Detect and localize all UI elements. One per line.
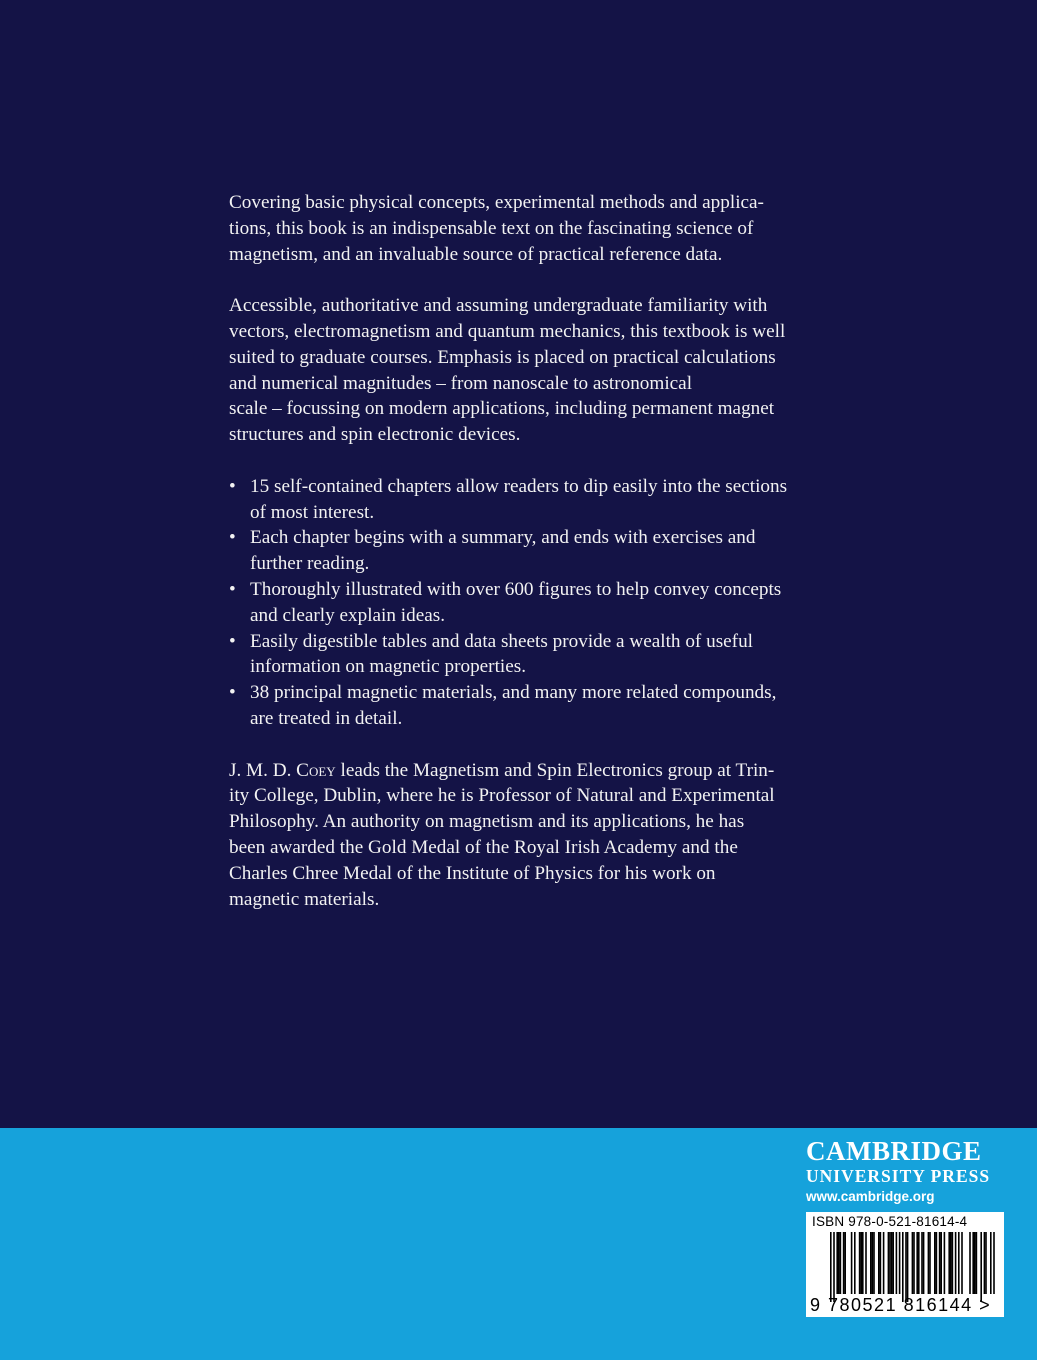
barcode-bar (854, 1232, 856, 1294)
author-name: J. M. D. Coey (229, 759, 336, 781)
barcode-bar (934, 1232, 936, 1294)
barcode-bar (902, 1232, 904, 1302)
barcode-bar (936, 1232, 938, 1294)
barcode-bar (862, 1232, 864, 1294)
barcode-bar (870, 1232, 872, 1294)
barcode-bar (883, 1232, 885, 1294)
feature-item: • Each chapter begins with a summary, and ends with exercises and further reading. (229, 527, 756, 575)
barcode-bar (916, 1232, 918, 1294)
barcode-bar (891, 1232, 893, 1294)
bullet-icon: • (229, 578, 236, 600)
barcode-bar (838, 1232, 840, 1294)
barcode-bar (860, 1232, 862, 1294)
barcode-bar (899, 1232, 901, 1294)
barcode-bar (865, 1232, 867, 1294)
barcode-bar (880, 1232, 882, 1294)
barcode-bar (918, 1232, 920, 1294)
barcode-digits: 9 780521 816144 > (810, 1295, 992, 1315)
barcode-bar (836, 1232, 838, 1294)
author-bio: leads the Magnetism and Spin Electronics group at Trin- ity College, Dublin, where he is Professor of Natural and Experimental Philosophy. An authority on magnetism and its applications, he has been awarded the Gold Medal of the Royal Irish Academy and the Charles Chree Medal of the Institute of Physics for his work on magnetic materials. (229, 759, 775, 910)
author-paragraph (229, 758, 829, 913)
barcode-bar (990, 1232, 992, 1294)
barcode-bar (955, 1232, 957, 1294)
barcode-bar (830, 1232, 832, 1302)
barcode-bar (896, 1232, 898, 1294)
publisher-url: www.cambridge.org (806, 1189, 935, 1204)
barcode-bar (859, 1232, 861, 1294)
barcode-bar (913, 1232, 915, 1294)
feature-item: • Thoroughly illustrated with over 600 figures to help convey concepts and clearly explain ideas. (229, 578, 782, 626)
audience-paragraph: Accessible, authoritative and assuming undergraduate familiarity with vectors, electromagnetism and quantum mechanics, this textbook is well suited to graduate courses. Emphasis is placed on practical calculations and numerical magnitudes – from nanoscale to astronomical scale – focussing on modern applications, including permanent magnet structures and spin electronic devices. (229, 295, 786, 446)
barcode-bar (958, 1232, 960, 1294)
bullet-icon: • (229, 682, 236, 704)
barcode-bar (939, 1232, 941, 1294)
barcode-bar (961, 1232, 963, 1294)
publisher-subtitle: UNIVERSITY PRESS (806, 1166, 991, 1186)
quiet-zone-mark: > (979, 1295, 992, 1315)
barcode-bar (889, 1232, 891, 1294)
isbn-label: ISBN 978-0-521-81614-4 (812, 1214, 968, 1229)
barcode-bar (974, 1232, 976, 1294)
barcode-bar (921, 1232, 923, 1294)
barcode-bar (929, 1232, 931, 1294)
barcode-bar (907, 1232, 909, 1302)
barcode-bar (844, 1232, 846, 1294)
barcode-bar (905, 1232, 907, 1302)
barcode-bar (833, 1232, 835, 1302)
barcode-bar (976, 1232, 978, 1294)
barcode-bar (950, 1232, 952, 1294)
barcode-bar (948, 1232, 950, 1294)
barcode-bar (912, 1232, 914, 1294)
barcode-bar (969, 1232, 971, 1294)
barcode-bar (878, 1232, 880, 1294)
barcode-bar (843, 1232, 845, 1294)
barcode-bar (851, 1232, 853, 1294)
barcode-bar (972, 1232, 974, 1294)
barcode-bar (873, 1232, 875, 1294)
barcode-bar (952, 1232, 954, 1294)
barcode-bar (944, 1232, 946, 1294)
intro-paragraph: Covering basic physical concepts, experimental methods and applica- tions, this book is an indispensable text on the fascinating science of magnetism, and an invaluable source of practical reference data. (229, 192, 764, 265)
publisher-name: CAMBRIDGE (806, 1136, 982, 1166)
back-cover-blurb (229, 190, 829, 938)
bullet-icon: • (229, 475, 236, 497)
feature-item: • 38 principal magnetic materials, and many more related compounds, are treated in detail. (229, 682, 777, 729)
barcode-bar (872, 1232, 874, 1294)
barcode-bar (923, 1232, 925, 1294)
barcode-bar (888, 1232, 890, 1294)
barcode-bar (985, 1232, 987, 1294)
barcode-bar (928, 1232, 930, 1294)
feature-item: • Easily digestible tables and data sheets provide a wealth of useful information on magnetic properties. (229, 630, 753, 678)
barcode-bar (993, 1232, 995, 1294)
publisher-logo (806, 1136, 1006, 1208)
barcode-bar (940, 1232, 942, 1294)
feature-list (229, 474, 829, 732)
barcode-bar (840, 1232, 842, 1294)
barcode-panel (806, 1212, 1004, 1317)
barcode-bar (984, 1232, 986, 1294)
feature-item: • 15 self-contained chapters allow readers to dip easily into the sections of most interest. (229, 475, 788, 523)
bullet-icon: • (229, 527, 236, 549)
barcode-bar (980, 1232, 982, 1302)
barcode-bar (892, 1232, 894, 1294)
bullet-icon: • (229, 630, 236, 652)
